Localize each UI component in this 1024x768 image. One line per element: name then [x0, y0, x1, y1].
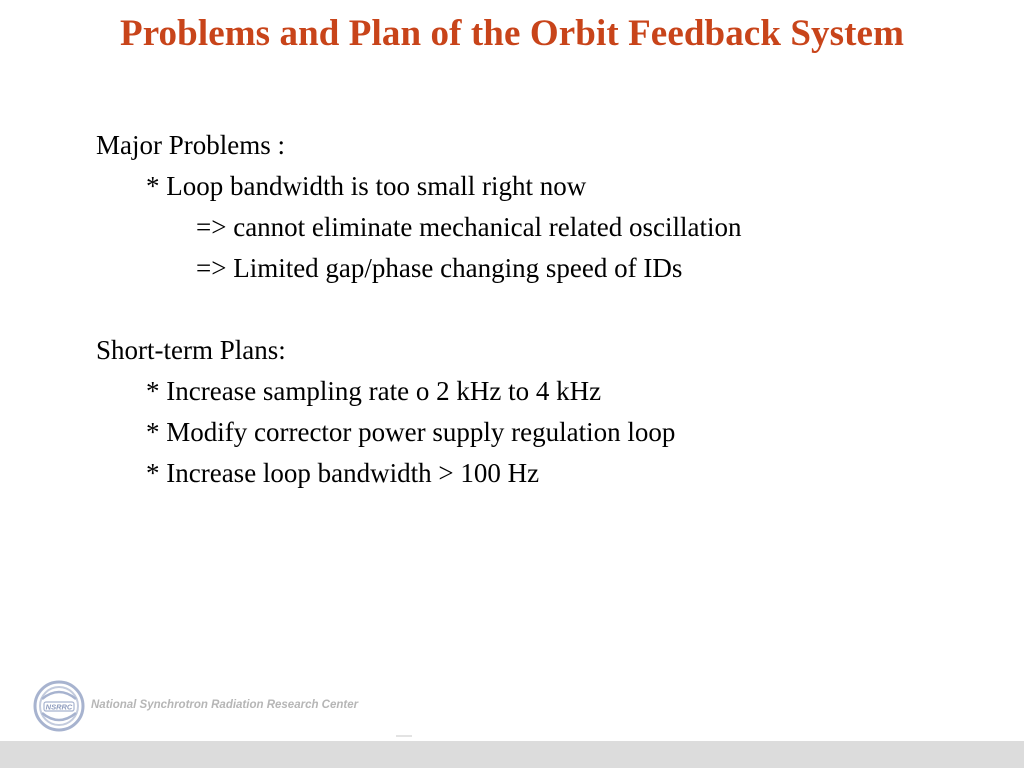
slide-title: Problems and Plan of the Orbit Feedback System [120, 13, 904, 54]
list-item: * Loop bandwidth is too small right now [146, 171, 587, 201]
footer-org-name: National Synchrotron Radiation Research Center [91, 699, 359, 711]
slide-body [96, 125, 976, 494]
nsrrc-logo-text: NSRRC [45, 702, 73, 712]
list-item: * Increase sampling rate o 2 kHz to 4 kHz [146, 376, 602, 406]
section-heading-major-problems: Major Problems : [96, 130, 285, 160]
nsrrc-logo-icon [32, 679, 86, 733]
footer-bar [0, 741, 1024, 768]
footer-divider [396, 735, 412, 737]
list-item: * Increase loop bandwidth > 100 Hz [146, 458, 540, 488]
section-heading-short-term-plans: Short-term Plans: [96, 335, 286, 365]
section-spacer [96, 289, 976, 330]
list-subitem: => cannot eliminate mechanical related oscillation [196, 212, 742, 242]
list-item: * Modify corrector power supply regulation loop [146, 417, 676, 447]
list-subitem: => Limited gap/phase changing speed of IDs [196, 253, 683, 283]
